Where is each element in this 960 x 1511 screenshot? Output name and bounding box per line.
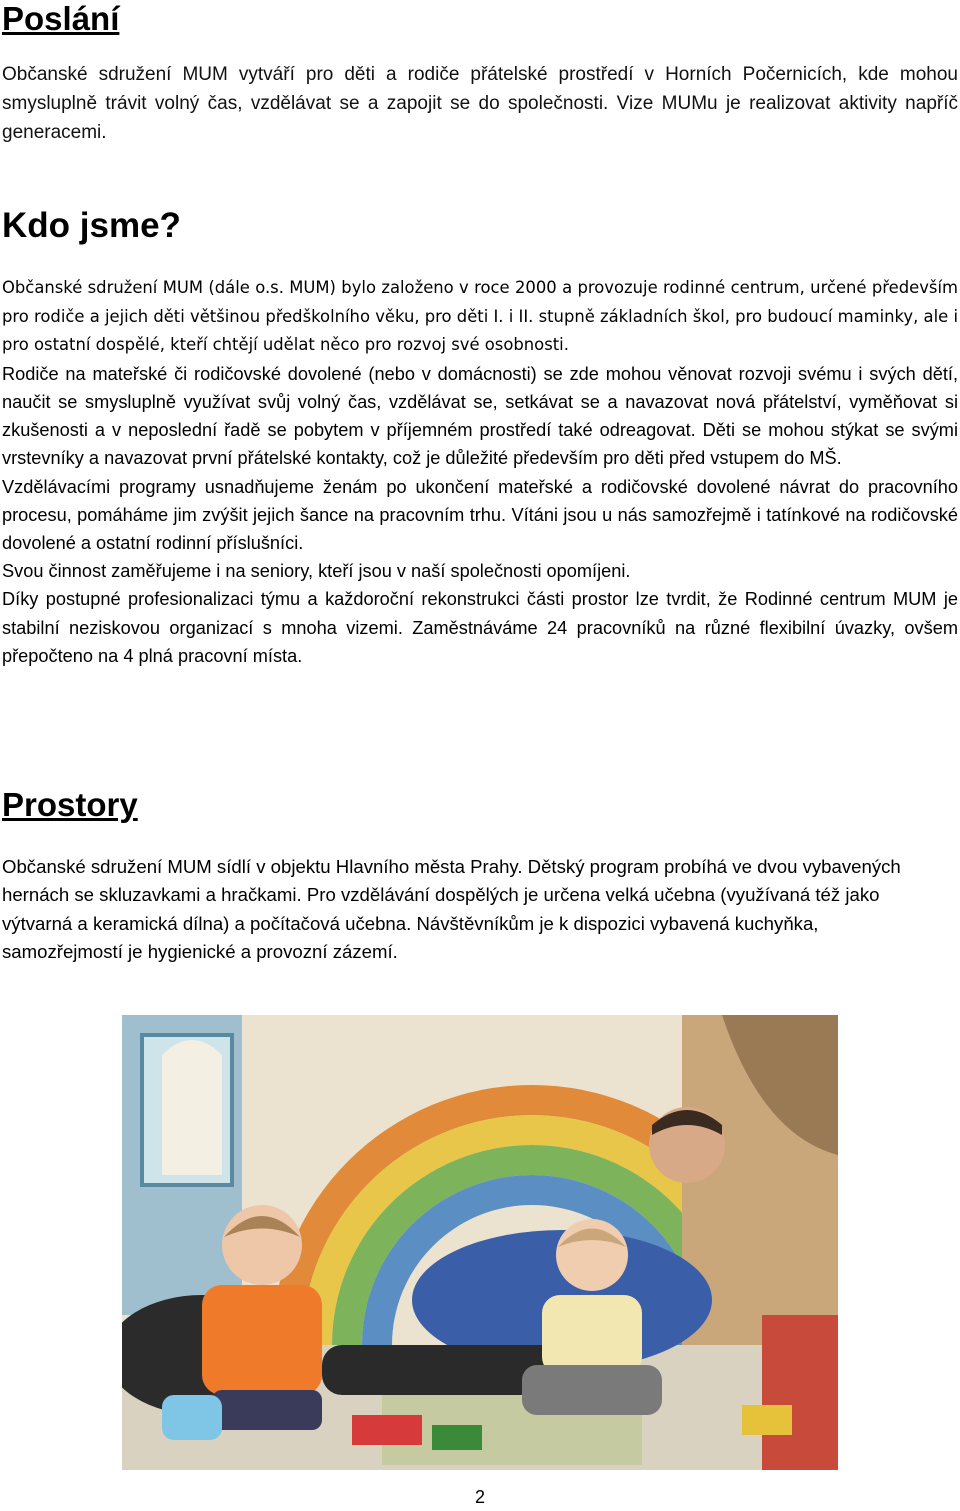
kdo-jsme-paragraph-3: Vzdělávacími programy usnadňujeme ženám po ukončení mateřské a rodičovské dovolené návrat do pracovního procesu, pomáháme jim zvýšit jejich šance na pracovním trhu. Vítáni jsou u nás samozřejmě i tatínkové na rodičovské dovolené a ostatní rodinní příslušníci. xyxy=(2,476,958,553)
heading-kdo-jsme: Kdo jsme? xyxy=(2,206,181,245)
heading-prostory: Prostory xyxy=(2,786,138,823)
poslani-paragraph: Občanské sdružení MUM vytváří pro děti a rodiče přátelské prostředí v Horních Počernicích, kde mohou smysluplně trávit volný čas, vzdělávat se a zapojit se do společnosti. Vize MUMu je realizovat aktivity napříč generacemi. xyxy=(2,64,958,143)
kdo-jsme-paragraph-5: Díky postupné profesionalizaci týmu a každoroční rekonstrukci části prostor lze tvrdit, že Rodinné centrum MUM je stabilní neziskovou organizací s mnoha vizemi. Zaměstnáváme 24 pracovníků na různé flexibilní úvazky, ovšem přepočteno na 4 plná pracovní místa. xyxy=(2,589,958,666)
kdo-jsme-paragraph-1: Občanské sdružení MUM (dále o.s. MUM) bylo založeno v roce 2000 a provozuje rodinné centrum, určené především pro rodiče a jejich děti většinou předškolního věku, pro děti I. i II. stupně základních škol, pro budoucí maminky, ale i pro ostatní dospělé, kteří chtějí udělat něco pro rozvoj své osobnosti. xyxy=(2,278,958,355)
prostory-paragraph: Občanské sdružení MUM sídlí v objektu Hlavního města Prahy. Dětský program probíhá ve dvou vybavených hernách se skluzavkami a hračkami. Pro vzdělávání dospělých je určena velká učebna (využívaná též jako výtvarná a keramická dílna) a počítačová učebna. Návštěvníkům je k dispozici vybavená kuchyňka, samozřejmostí je hygienické a provozní zázemí. xyxy=(2,856,901,963)
kdo-jsme-paragraph-4: Svou činnost zaměřujeme i na seniory, kteří jsou v naší společnosti opomíjeni. xyxy=(2,561,631,582)
page-number: 2 xyxy=(474,1487,485,1507)
kdo-jsme-body xyxy=(2,274,958,670)
heading-poslani: Poslání xyxy=(2,0,120,37)
kdo-jsme-paragraph-2: Rodiče na mateřské či rodičovské dovolené (nebo v domácnosti) se zde mohou věnovat rozvoji svému i svých dětí, naučit se smysluplně využívat svůj volný čas, vzdělávat se, setkávat se a navazovat nová přátelství, vyměňovat si zkušenosti a v neposlední řadě se pobytem v příjemném prostředí také odreagovat. Děti se mohou stýkat se svými vrstevníky a navazovat první přátelské kontakty, což je důležité především pro děti před vstupem do MŠ. xyxy=(2,363,958,469)
family-photo xyxy=(122,1015,838,1470)
